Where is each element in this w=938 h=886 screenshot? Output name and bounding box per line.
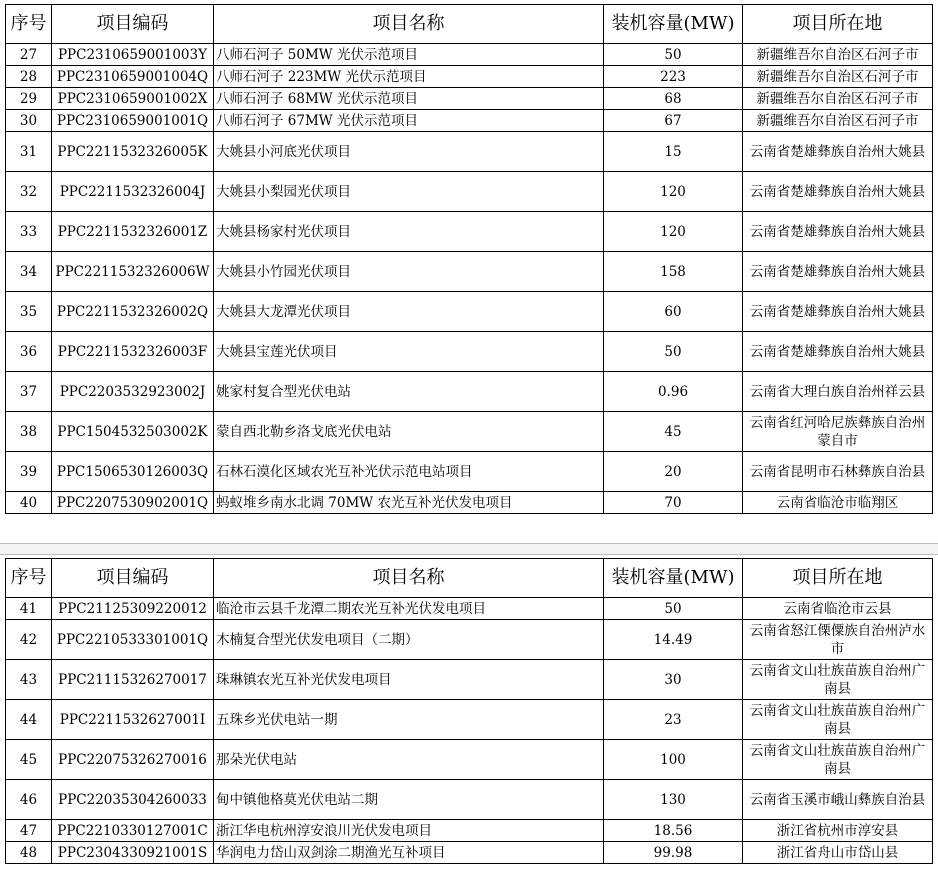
cell-seq: 38 (6, 412, 52, 452)
cell-location: 云南省文山壮族苗族自治州广南县 (743, 740, 933, 780)
header-name: 项目名称 (214, 5, 604, 44)
cell-capacity: 99.98 (604, 842, 743, 864)
cell-code: PPC21115326270017 (52, 660, 214, 700)
cell-name: 八师石河子 223MW 光伏示范项目 (214, 66, 604, 88)
header-location: 项目所在地 (743, 5, 933, 44)
cell-capacity: 30 (604, 660, 743, 700)
cell-name: 八师石河子 67MW 光伏示范项目 (214, 110, 604, 132)
cell-code: PPC2203532923002J (52, 372, 214, 412)
table-row (6, 660, 933, 700)
table-row (6, 110, 933, 132)
cell-seq: 42 (6, 620, 52, 660)
cell-seq: 47 (6, 820, 52, 842)
cell-capacity: 50 (604, 44, 743, 66)
table-row (6, 598, 933, 620)
cell-capacity: 68 (604, 88, 743, 110)
cell-code: PPC2210330127001C (52, 820, 214, 842)
header-code: 项目编码 (52, 559, 214, 598)
cell-name: 蚂蚁堆乡南水北调 70MW 农光互补光伏发电项目 (214, 492, 604, 514)
cell-location: 新疆维吾尔自治区石河子市 (743, 44, 933, 66)
cell-capacity: 158 (604, 252, 743, 292)
table-row (6, 372, 933, 412)
header-location: 项目所在地 (743, 559, 933, 598)
cell-seq: 45 (6, 740, 52, 780)
cell-name: 五珠乡光伏电站一期 (214, 700, 604, 740)
cell-code: PPC2310659001004Q (52, 66, 214, 88)
cell-code: PPC2304330921001S (52, 842, 214, 864)
cell-code: PPC2310659001001Q (52, 110, 214, 132)
cell-code: PPC2211532326005K (52, 132, 214, 172)
table-row (6, 172, 933, 212)
cell-name: 八师石河子 50MW 光伏示范项目 (214, 44, 604, 66)
cell-code: PPC2211532326004J (52, 172, 214, 212)
cell-location: 云南省楚雄彝族自治州大姚县 (743, 252, 933, 292)
cell-seq: 37 (6, 372, 52, 412)
cell-capacity: 15 (604, 132, 743, 172)
table-row (6, 332, 933, 372)
table-row (6, 620, 933, 660)
cell-location: 云南省玉溪市峨山彝族自治县 (743, 780, 933, 820)
cell-code: PPC2210533301001Q (52, 620, 214, 660)
cell-capacity: 70 (604, 492, 743, 514)
cell-seq: 31 (6, 132, 52, 172)
page-separator (0, 543, 938, 555)
cell-code: PPC2211532326003F (52, 332, 214, 372)
cell-location: 云南省楚雄彝族自治州大姚县 (743, 132, 933, 172)
table-row (6, 820, 933, 842)
cell-name: 大姚县杨家村光伏项目 (214, 212, 604, 252)
table-row (6, 44, 933, 66)
cell-code: PPC21125309220012 (52, 598, 214, 620)
cell-seq: 33 (6, 212, 52, 252)
cell-name: 华润电力岱山双剑涂二期渔光互补项目 (214, 842, 604, 864)
cell-seq: 40 (6, 492, 52, 514)
table-row (6, 412, 933, 452)
cell-name: 浙江华电杭州淳安浪川光伏发电项目 (214, 820, 604, 842)
table-row (6, 700, 933, 740)
cell-capacity: 223 (604, 66, 743, 88)
cell-name: 蒙自西北勒乡洛戈底光伏电站 (214, 412, 604, 452)
cell-seq: 36 (6, 332, 52, 372)
cell-name: 石林石漠化区域农光互补光伏示范电站项目 (214, 452, 604, 492)
cell-location: 云南省怒江傈僳族自治州泸水市 (743, 620, 933, 660)
cell-capacity: 23 (604, 700, 743, 740)
cell-code: PPC1504532503002K (52, 412, 214, 452)
cell-name: 木楠复合型光伏发电项目（二期） (214, 620, 604, 660)
cell-code: PPC22035304260033 (52, 780, 214, 820)
table-row (6, 132, 933, 172)
table-header-row (6, 559, 933, 598)
cell-location: 云南省临沧市云县 (743, 598, 933, 620)
cell-location: 浙江省杭州市淳安县 (743, 820, 933, 842)
cell-location: 云南省临沧市临翔区 (743, 492, 933, 514)
cell-seq: 32 (6, 172, 52, 212)
cell-seq: 28 (6, 66, 52, 88)
cell-code: PPC22075326270016 (52, 740, 214, 780)
table-row (6, 292, 933, 332)
table-row (6, 252, 933, 292)
table-row (6, 88, 933, 110)
cell-name: 大姚县宝莲光伏项目 (214, 332, 604, 372)
cell-name: 大姚县小竹园光伏项目 (214, 252, 604, 292)
cell-seq: 35 (6, 292, 52, 332)
cell-code: PPC2207530902001Q (52, 492, 214, 514)
cell-capacity: 18.56 (604, 820, 743, 842)
header-name: 项目名称 (214, 559, 604, 598)
table-row (6, 780, 933, 820)
cell-seq: 48 (6, 842, 52, 864)
table-row (6, 452, 933, 492)
cell-name: 临沧市云县千龙潭二期农光互补光伏发电项目 (214, 598, 604, 620)
cell-location: 云南省昆明市石林彝族自治县 (743, 452, 933, 492)
table-row (6, 492, 933, 514)
cell-seq: 30 (6, 110, 52, 132)
cell-name: 大姚县大龙潭光伏项目 (214, 292, 604, 332)
cell-capacity: 0.96 (604, 372, 743, 412)
cell-capacity: 67 (604, 110, 743, 132)
cell-seq: 43 (6, 660, 52, 700)
cell-capacity: 130 (604, 780, 743, 820)
cell-code: PPC2211532326002Q (52, 292, 214, 332)
header-code: 项目编码 (52, 5, 214, 44)
cell-capacity: 120 (604, 172, 743, 212)
cell-location: 云南省文山壮族苗族自治州广南县 (743, 660, 933, 700)
cell-name: 甸中镇他格莫光伏电站二期 (214, 780, 604, 820)
cell-name: 大姚县小河底光伏项目 (214, 132, 604, 172)
cell-capacity: 120 (604, 212, 743, 252)
cell-code: PPC1506530126003Q (52, 452, 214, 492)
table-row (6, 66, 933, 88)
cell-capacity: 50 (604, 332, 743, 372)
cell-seq: 44 (6, 700, 52, 740)
cell-location: 云南省楚雄彝族自治州大姚县 (743, 212, 933, 252)
cell-capacity: 50 (604, 598, 743, 620)
cell-location: 云南省楚雄彝族自治州大姚县 (743, 332, 933, 372)
cell-code: PPC2310659001003Y (52, 44, 214, 66)
header-capacity: 装机容量(MW) (604, 559, 743, 598)
cell-code: PPC2211532627001I (52, 700, 214, 740)
cell-seq: 46 (6, 780, 52, 820)
table-row (6, 212, 933, 252)
cell-capacity: 20 (604, 452, 743, 492)
cell-name: 珠琳镇农光互补光伏发电项目 (214, 660, 604, 700)
header-seq: 序号 (6, 5, 52, 44)
cell-name: 大姚县小梨园光伏项目 (214, 172, 604, 212)
projects-table-1 (5, 4, 933, 514)
cell-name: 姚家村复合型光伏电站 (214, 372, 604, 412)
cell-location: 云南省文山壮族苗族自治州广南县 (743, 700, 933, 740)
cell-location: 云南省红河哈尼族彝族自治州蒙自市 (743, 412, 933, 452)
cell-seq: 39 (6, 452, 52, 492)
cell-location: 云南省楚雄彝族自治州大姚县 (743, 172, 933, 212)
projects-table-2 (5, 558, 933, 864)
cell-code: PPC2211532326006W (52, 252, 214, 292)
cell-name: 八师石河子 68MW 光伏示范项目 (214, 88, 604, 110)
cell-location: 新疆维吾尔自治区石河子市 (743, 66, 933, 88)
cell-capacity: 45 (604, 412, 743, 452)
cell-location: 浙江省舟山市岱山县 (743, 842, 933, 864)
cell-location: 新疆维吾尔自治区石河子市 (743, 110, 933, 132)
cell-seq: 29 (6, 88, 52, 110)
cell-code: PPC2211532326001Z (52, 212, 214, 252)
cell-location: 新疆维吾尔自治区石河子市 (743, 88, 933, 110)
cell-location: 云南省大理白族自治州祥云县 (743, 372, 933, 412)
cell-name: 那朵光伏电站 (214, 740, 604, 780)
cell-capacity: 100 (604, 740, 743, 780)
cell-code: PPC2310659001002X (52, 88, 214, 110)
cell-location: 云南省楚雄彝族自治州大姚县 (743, 292, 933, 332)
table-row (6, 740, 933, 780)
cell-seq: 34 (6, 252, 52, 292)
cell-seq: 27 (6, 44, 52, 66)
cell-seq: 41 (6, 598, 52, 620)
cell-capacity: 14.49 (604, 620, 743, 660)
header-capacity: 装机容量(MW) (604, 5, 743, 44)
table-header-row (6, 5, 933, 44)
header-seq: 序号 (6, 559, 52, 598)
cell-capacity: 60 (604, 292, 743, 332)
table-row (6, 842, 933, 864)
